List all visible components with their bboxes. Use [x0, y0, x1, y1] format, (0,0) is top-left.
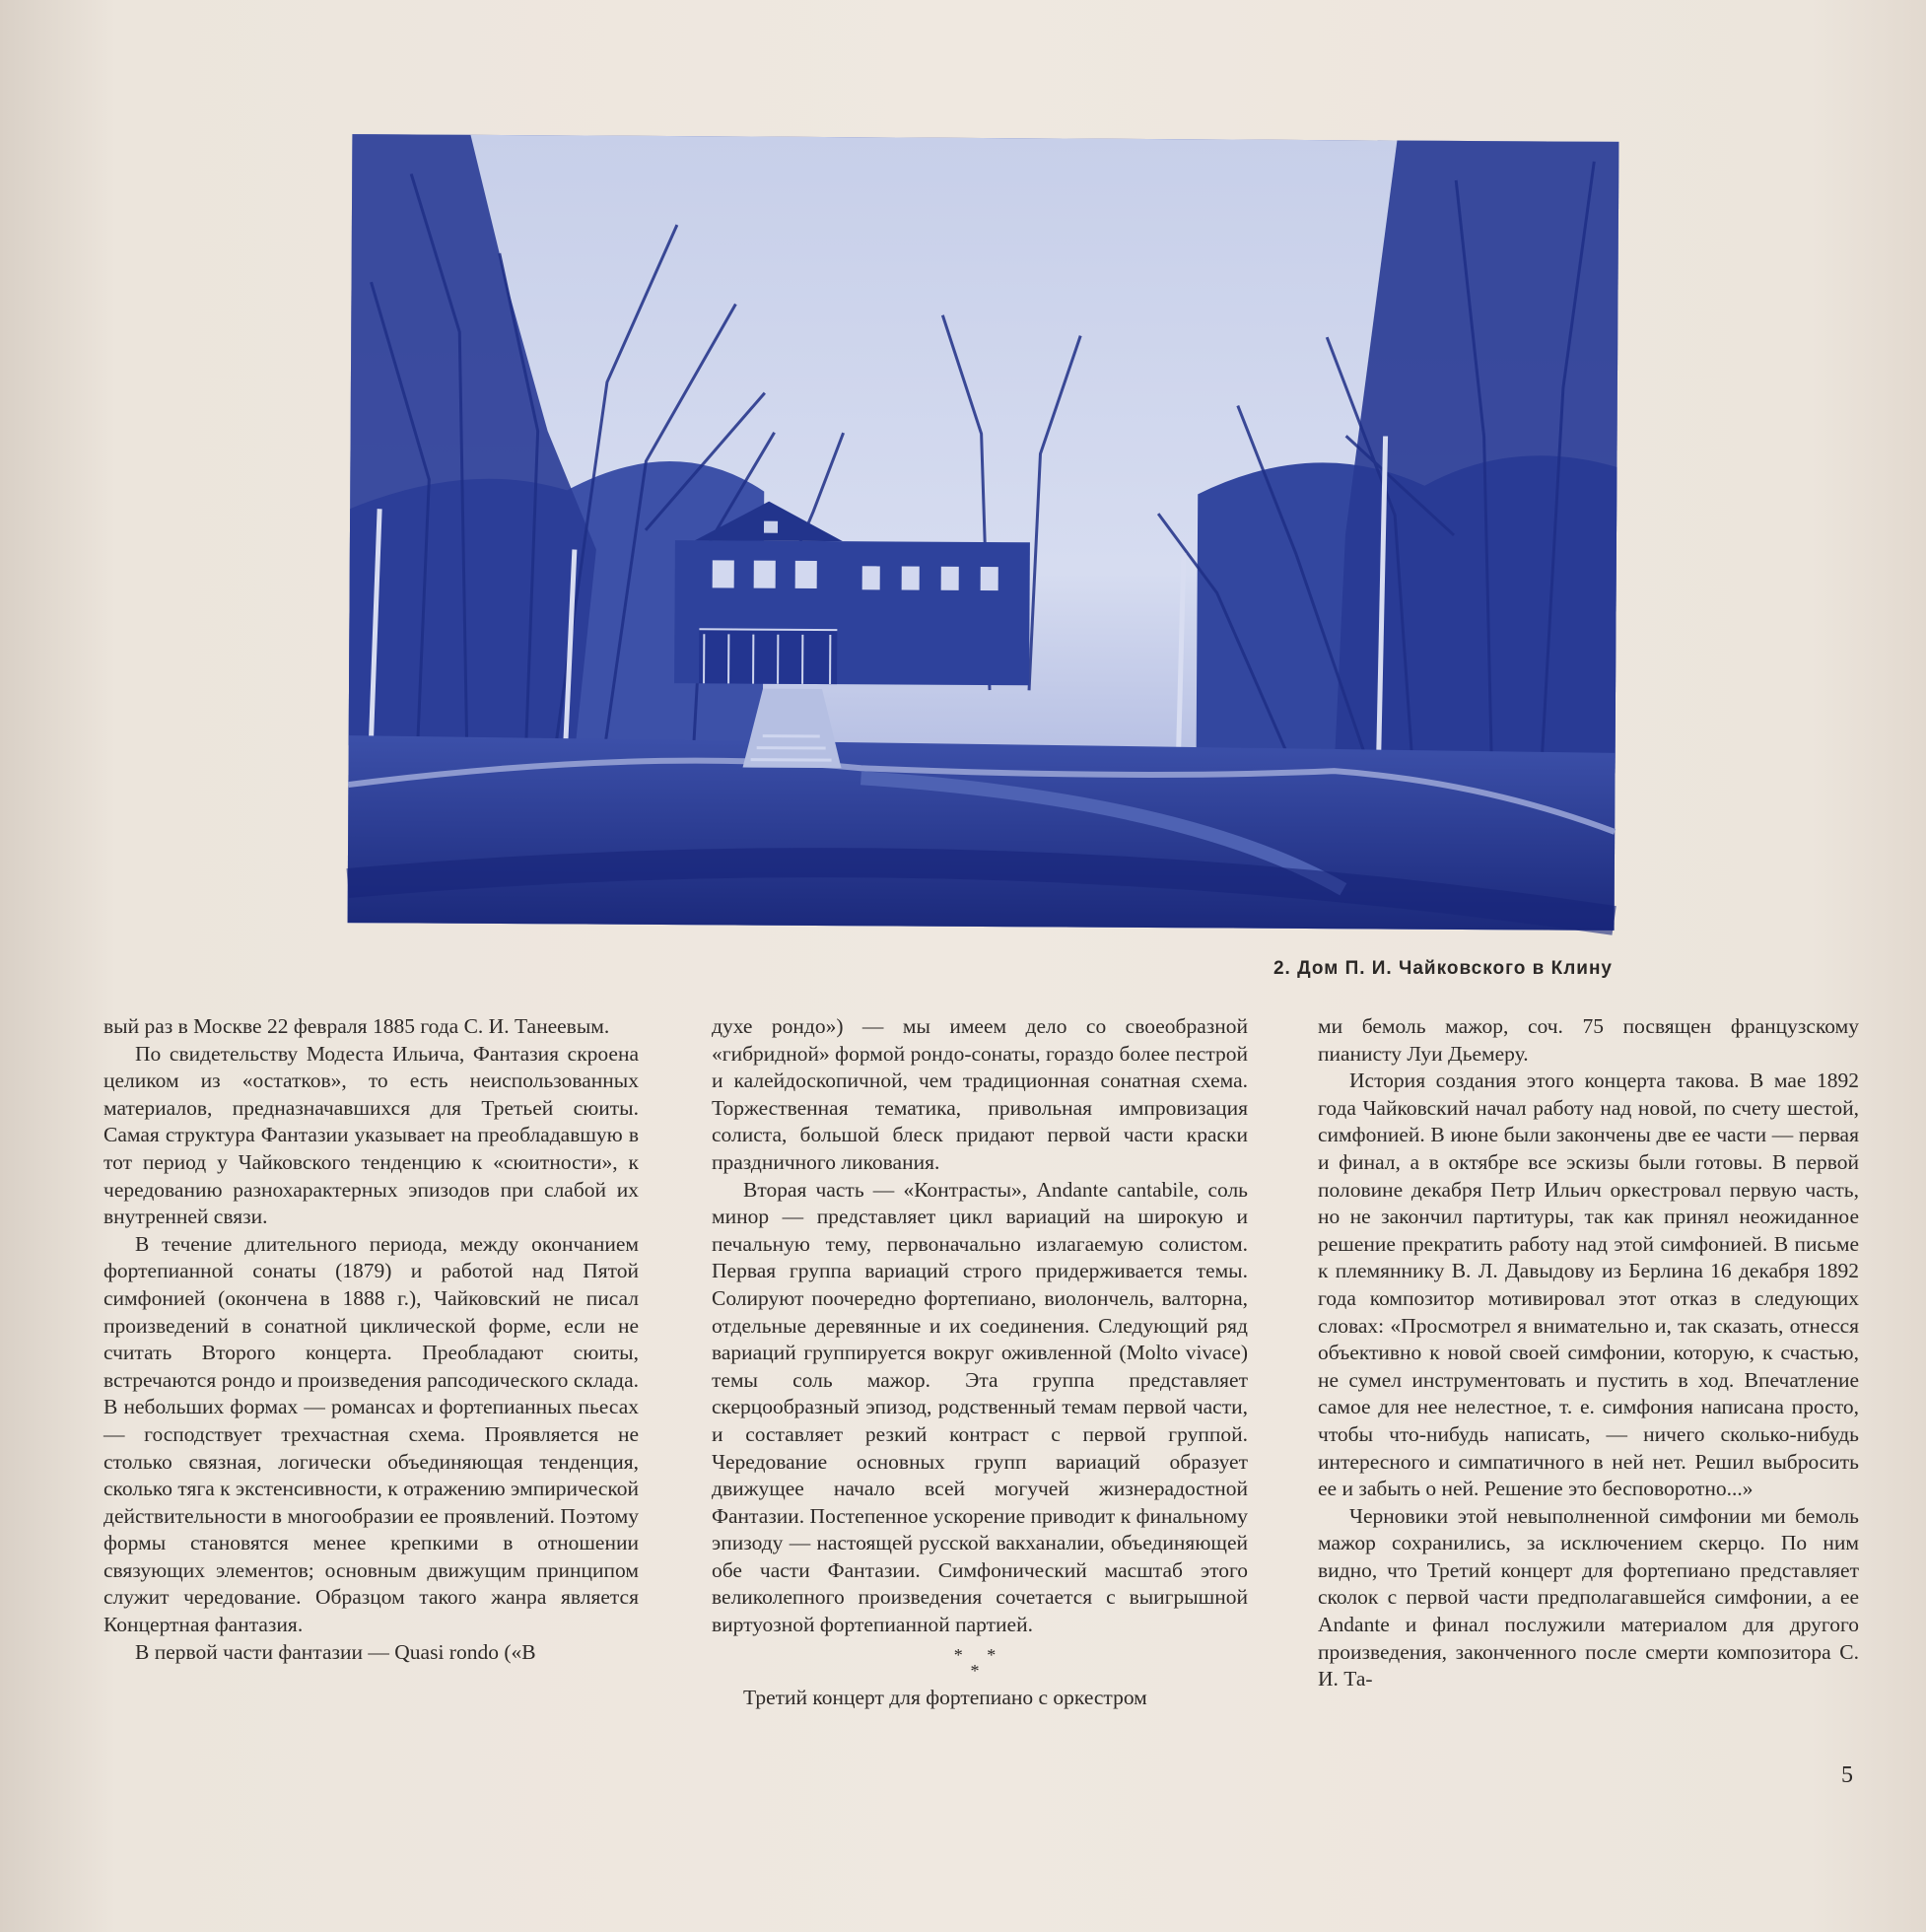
section-divider-asterisks: * * * — [953, 1644, 1006, 1681]
text-column-2 — [712, 1013, 1248, 1709]
paragraph: вый раз в Москве 22 февраля 1885 года С. И. Танеевым. — [103, 1014, 610, 1038]
photo-caption: 2. Дом П. И. Чайковского в Клину — [1273, 958, 1613, 979]
paragraph: По свидетельству Модеста Ильича, Фантазия скроена целиком из «остатков», то есть неиспользованных материалов, предназначавшихся для Третьей сюиты. Самая структура Фантазии указывает на преобладавшую в тот период у Чайковского тенденцию к «сюитности», к чередованию разнохарактерных эпизодов при слабой их внутренней связи. — [103, 1041, 639, 1229]
house-in-park-image — [348, 134, 1619, 931]
paragraph: В первой части фантазии — Quasi rondo («В — [135, 1639, 536, 1664]
paragraph: Вторая часть — «Контрасты», Andante cantabile, соль минор — представляет цикл вариаций на широкую и печальную тему, первоначально излагаемую солистом. Первая группа вариаций строго придерживается темы. Солируют поочередно фортепиано, виолончель, валторна, отдельные деревянные и их соединения. Следующий ряд вариаций группируется вокруг оживленной (Molto vivace) темы соль мажор. Эта группа представляет скерцообразный эпизод, родственный темам первой части, и составляет резкий контраст с первой группой. Чередование основных групп вариаций образует движущее начало всей могучей жизнерадостной Фантазии. Постепенное ускорение приводит к финальному эпизоду — настоящей русской вакханалии, объединяющей обе части Фантазии. Симфонический масштаб этого великолепного произведения сочетается с выигрышной виртуозной фортепианной партией. — [712, 1177, 1248, 1637]
paragraph: Черновики этой невыполненной симфонии ми бемоль мажор сохранились, за исключением скерцо. По ним видно, что Третий концерт для фортепиано представляет сколок с первой части предполагавшейся симфонии, а ее Andante и финал послужили материалом для другого произведения, законченного после смерти композитора С. И. Та- — [1318, 1503, 1859, 1691]
paragraph: ми бемоль мажор, соч. 75 посвящен французскому пианисту Луи Дьемеру. — [1318, 1014, 1859, 1066]
photograph — [348, 134, 1619, 931]
paragraph: Третий концерт для фортепиано с оркестром — [743, 1685, 1147, 1709]
paragraph: духе рондо») — мы имеем дело со своеобразной «гибридной» формой рондо-сонаты, гораздо более пестрой и калейдоскопичной, чем традиционная сонатная схема. Торжественная тематика, привольная импровизация солиста, большой блеск придают первой части краски праздничного ликования. — [712, 1014, 1248, 1174]
paragraph: В течение длительного периода, между окончанием фортепианной сонаты (1879) и работой над Пятой симфонией (окончена в 1888 г.), Чайковский не писал произведений в сонатной циклической форме, если не считать Второго концерта. Преобладают сюиты, встречаются рондо и произведения рапсодического склада. В небольших формах — романсах и фортепианных пьесах — господствует трехчастная схема. Проявляется не столько связная, логически объединяющая тенденция, сколько тяга к экстенсивности, к отражению эмпирической действительности в многообразии ее проявлений. Поэтому формы становятся менее крепкими в отношении связующих элементов; основным движущим принципом служит чередование. Образцом такого жанра является Концертная фантазия. — [103, 1231, 640, 1637]
text-column-3 — [1318, 1013, 1859, 1691]
paragraph: История создания этого концерта такова. В мае 1892 года Чайковский начал работу над новой, по счету шестой, симфонией. В июне были закончены две ее части — первая и финал, а в октябре все эскизы были готовы. В первой половине декабря Петр Ильич оркестровал первую часть, но не закончил партитуры, так как принял неожиданное решение прекратить работу над этой симфонией. В письме к племяннику В. Л. Давыдову из Берлина 16 декабря 1892 года композитор мотивировал этот отказ в следующих словах: «Просмотрел я внимательно и, так сказать, отнесся объективно к новой своей симфонии, которую, к счастью, не сумел инструментовать и пустить в ход. Впечатление самое для нее нелестное, т. е. симфония написана просто, чтобы что-нибудь написать, — ничего сколько-нибудь интересного и симпатичного в ней нет. Решил выбросить ее и забыть о ней. Решение это бесповоротно...» — [1318, 1069, 1859, 1501]
page-number: 5 — [1841, 1762, 1853, 1788]
text-column-1 — [103, 1013, 639, 1664]
